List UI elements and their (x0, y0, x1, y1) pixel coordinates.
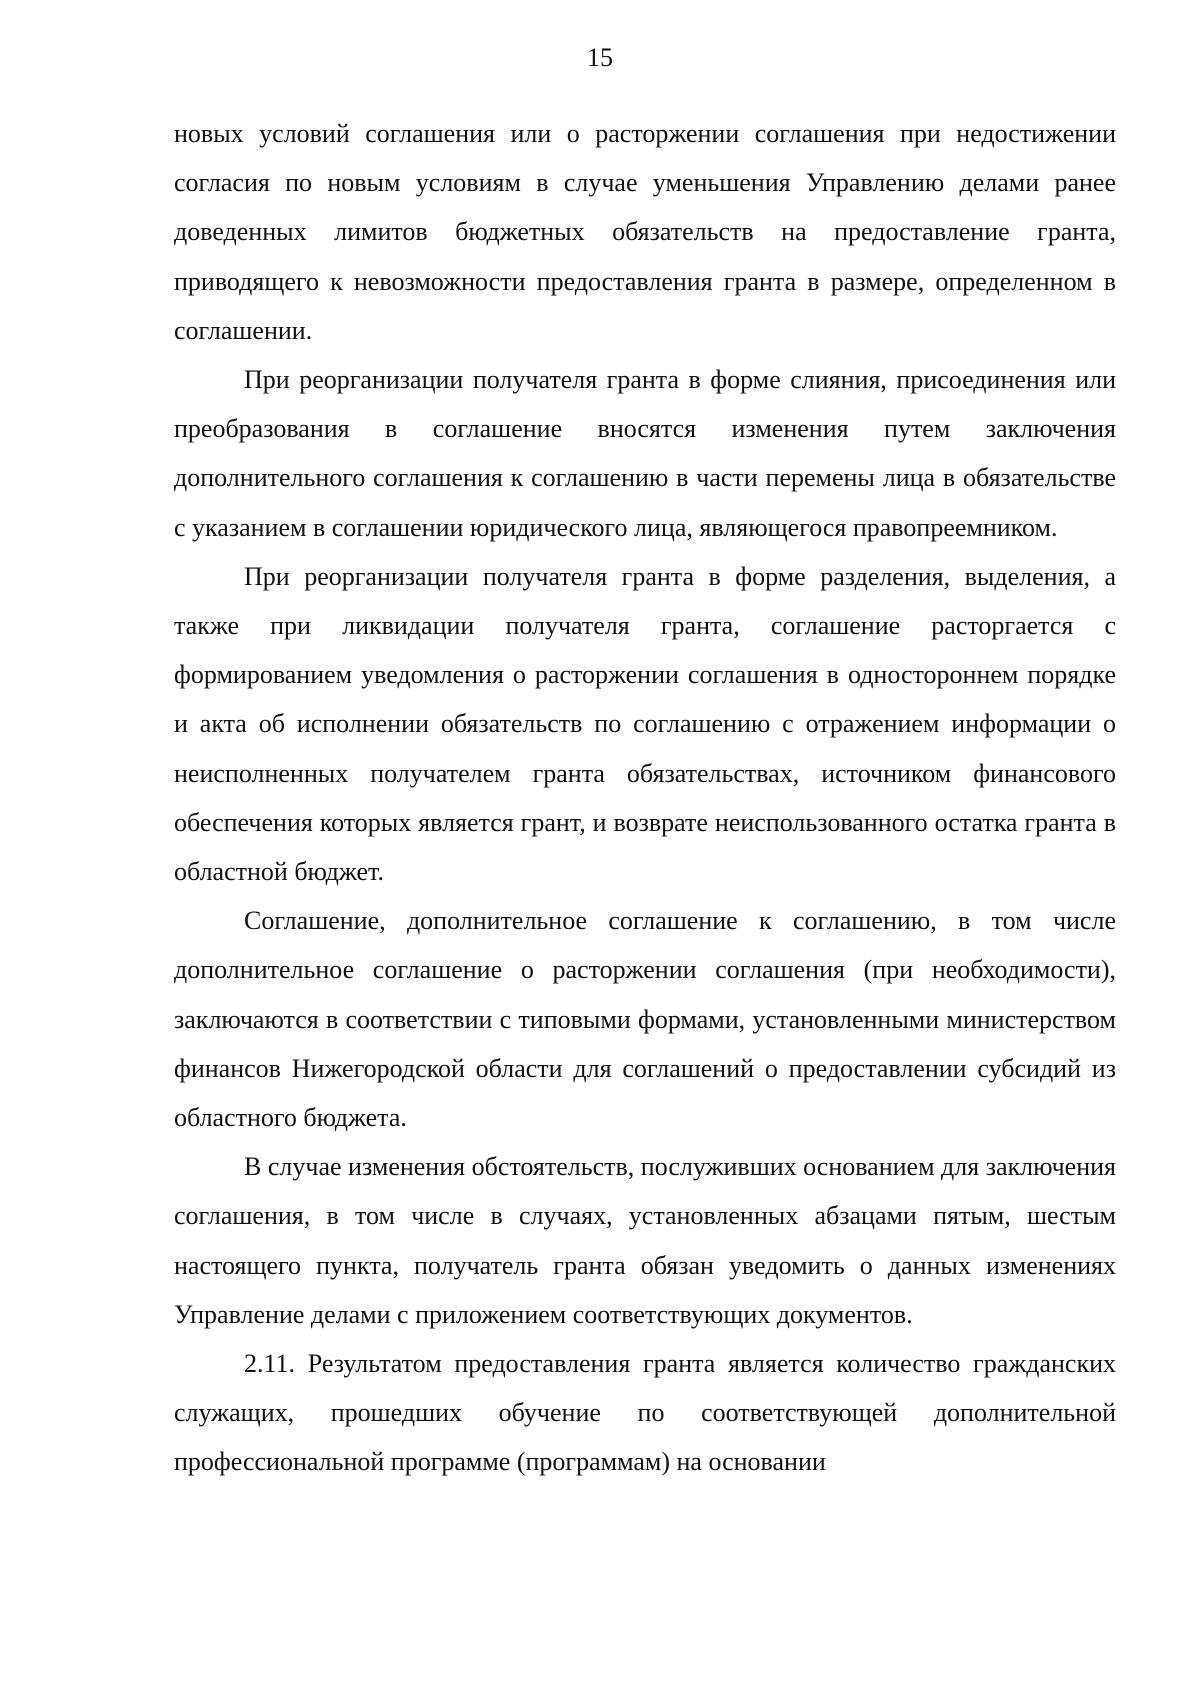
paragraph-1: новых условий соглашения или о расторжении соглашения при недостижении согласия по новым условиям в случае уменьшения Управлению делами ранее доведенных лимитов бюджетных обязательств на предоставление гранта, приводящего к невозможности предоставления гранта в размере, определенном в соглашении. (174, 119, 1116, 345)
paragraph-2: При реорганизации получателя гранта в форме слияния, присоединения или преобразования в соглашение вносятся изменения путем заключения дополнительного соглашения к соглашению в части перемены лица в обязательстве с указанием в соглашении юридического лица, являющегося правопреемником. (174, 365, 1116, 542)
paragraph-3: При реорганизации получателя гранта в форме разделения, выделения, а также при ликвидации получателя гранта, соглашение расторгается с формированием уведомления о расторжении соглашения в одностороннем порядке и акта об исполнении обязательств по соглашению с отражением информации о неисполненных получателем гранта обязательствах, источником финансового обеспечения которых является грант, и возврате неиспользованного остатка гранта в областной бюджет. (174, 561, 1116, 887)
document-body (174, 109, 1116, 1487)
paragraph-4: Соглашение, дополнительное соглашение к соглашению, в том числе дополнительное соглашение о расторжении соглашения (при необходимости), заключаются в соответствии с типовыми формами, установленными министерством финансов Нижегородской области для соглашений о предоставлении субсидий из областного бюджета. (174, 906, 1116, 1133)
paragraph-5: В случае изменения обстоятельств, послуживших основанием для заключения соглашения, в том числе в случаях, установленных абзацами пятым, шестым настоящего пункта, получатель гранта обязан уведомить о данных изменениях Управление делами с приложением соответствующих документов. (174, 1152, 1116, 1329)
paragraph-6: 2.11. Результатом предоставления гранта является количество гражданских служащих, прошедших обучение по соответствующей дополнительной профессиональной программе (программам) на основании (174, 1349, 1116, 1477)
page-number: 15 (587, 43, 613, 72)
